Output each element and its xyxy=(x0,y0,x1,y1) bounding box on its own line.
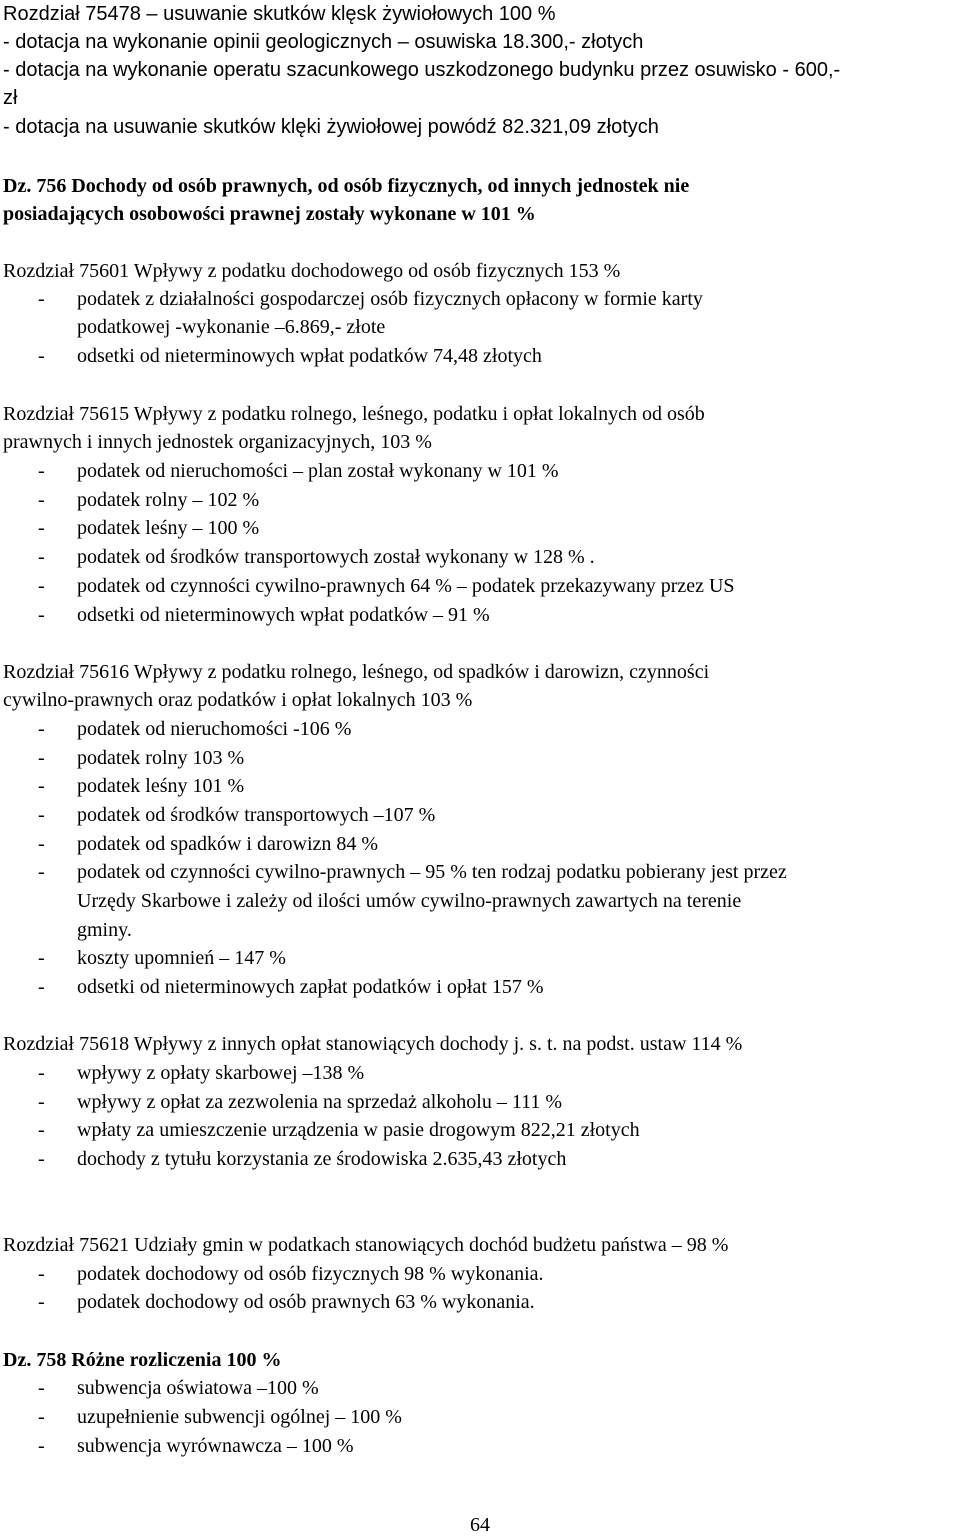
list-dash: - xyxy=(38,1091,45,1113)
list-item: uzupełnienie subwencji ogólnej – 100 % xyxy=(77,1406,402,1428)
list-item: wpłaty za umieszczenie urządzenia w pasie drogowym 822,21 złotych xyxy=(77,1119,640,1141)
list-item: podatek leśny 101 % xyxy=(77,775,245,797)
list-item: podatek rolny 103 % xyxy=(77,747,245,769)
intro-line: - dotacja na usuwanie skutków klęki żywiołowej powódź 82.321,09 złotych xyxy=(3,116,659,138)
list-dash: - xyxy=(38,460,45,482)
intro-line: zł xyxy=(3,87,18,109)
list-item: podatek od czynności cywilno-prawnych 64 % – podatek przekazywany przez US xyxy=(77,575,735,597)
section-75615-heading-line1: Rozdział 75615 Wpływy z podatku rolnego, leśnego, podatku i opłat lokalnych od osób xyxy=(3,403,705,425)
list-item: podatek dochodowy od osób fizycznych 98 % wykonania. xyxy=(77,1263,544,1285)
list-dash: - xyxy=(38,575,45,597)
list-dash: - xyxy=(38,718,45,740)
list-dash: - xyxy=(38,1435,45,1457)
list-dash: - xyxy=(38,775,45,797)
section-75618-heading: Rozdział 75618 Wpływy z innych opłat stanowiących dochody j. s. t. na podst. ustaw 114 % xyxy=(3,1033,743,1055)
list-item: dochody z tytułu korzystania ze środowiska 2.635,43 złotych xyxy=(77,1148,567,1170)
list-dash: - xyxy=(38,747,45,769)
page-number: 64 xyxy=(470,1514,490,1536)
list-dash: - xyxy=(38,345,45,367)
list-dash: - xyxy=(38,1119,45,1141)
list-item: odsetki od nieterminowych wpłat podatków – 91 % xyxy=(77,604,490,626)
list-dash: - xyxy=(38,489,45,511)
list-item: podatek od spadków i darowizn 84 % xyxy=(77,833,379,855)
section-75621-heading: Rozdział 75621 Udziały gmin w podatkach stanowiących dochód budżetu państwa – 98 % xyxy=(3,1234,729,1256)
list-item: podatek od czynności cywilno-prawnych – 95 % ten rodzaj podatku pobierany jest przez xyxy=(77,861,787,883)
list-item: podatek od nieruchomości – plan został wykonany w 101 % xyxy=(77,460,559,482)
section-75478-heading: Rozdział 75478 – usuwanie skutków klęsk żywiołowych 100 % xyxy=(3,3,556,25)
intro-line: - dotacja na wykonanie opinii geologicznych – osuwiska 18.300,- złotych xyxy=(3,31,644,53)
section-75601-heading: Rozdział 75601 Wpływy z podatku dochodowego od osób fizycznych 153 % xyxy=(3,260,621,282)
list-item-continuation: Urzędy Skarbowe i zależy od ilości umów cywilno-prawnych zawartych na terenie xyxy=(77,890,742,912)
list-dash: - xyxy=(38,1291,45,1313)
list-dash: - xyxy=(38,1377,45,1399)
list-dash: - xyxy=(38,833,45,855)
list-dash: - xyxy=(38,546,45,568)
list-item: subwencja wyrównawcza – 100 % xyxy=(77,1435,354,1457)
list-item: odsetki od nieterminowych zapłat podatków i opłat 157 % xyxy=(77,976,544,998)
section-75616-heading-line2: cywilno-prawnych oraz podatków i opłat lokalnych 103 % xyxy=(3,689,473,711)
dz756-title-line2: posiadających osobowości prawnej zostały wykonane w 101 % xyxy=(3,203,536,225)
list-item: podatek od środków transportowych został wykonany w 128 % . xyxy=(77,546,595,568)
list-item: podatek leśny – 100 % xyxy=(77,517,260,539)
list-dash: - xyxy=(38,288,45,310)
section-75615-heading-line2: prawnych i innych jednostek organizacyjnych, 103 % xyxy=(3,431,432,453)
list-item: podatek rolny – 102 % xyxy=(77,489,260,511)
list-item: podatek dochodowy od osób prawnych 63 % wykonania. xyxy=(77,1291,535,1313)
list-dash: - xyxy=(38,1062,45,1084)
list-item: wpływy z opłaty skarbowej –138 % xyxy=(77,1062,365,1084)
dz756-title-line1: Dz. 756 Dochody od osób prawnych, od osób fizycznych, od innych jednostek nie xyxy=(3,175,690,197)
list-dash: - xyxy=(38,976,45,998)
list-dash: - xyxy=(38,1263,45,1285)
list-dash: - xyxy=(38,1148,45,1170)
dz758-title: Dz. 758 Różne rozliczenia 100 % xyxy=(3,1349,282,1371)
list-dash: - xyxy=(38,1406,45,1428)
list-item: podatek od środków transportowych –107 % xyxy=(77,804,436,826)
list-item: podatek od nieruchomości -106 % xyxy=(77,718,352,740)
list-item-continuation: gminy. xyxy=(77,919,132,941)
list-dash: - xyxy=(38,861,45,883)
section-75616-heading-line1: Rozdział 75616 Wpływy z podatku rolnego, leśnego, od spadków i darowizn, czynności xyxy=(3,661,710,683)
list-dash: - xyxy=(38,517,45,539)
list-dash: - xyxy=(38,604,45,626)
list-item: odsetki od nieterminowych wpłat podatków 74,48 złotych xyxy=(77,345,542,367)
intro-line: - dotacja na wykonanie operatu szacunkowego uszkodzonego budynku przez osuwisko - 600,- xyxy=(3,59,841,81)
list-dash: - xyxy=(38,804,45,826)
list-item: koszty upomnień – 147 % xyxy=(77,947,286,969)
list-item: subwencja oświatowa –100 % xyxy=(77,1377,319,1399)
list-item: podatek z działalności gospodarczej osób fizycznych opłacony w formie karty xyxy=(77,288,703,310)
list-item-continuation: podatkowej -wykonanie –6.869,- złote xyxy=(77,316,386,338)
list-dash: - xyxy=(38,947,45,969)
list-item: wpływy z opłat za zezwolenia na sprzedaż alkoholu – 111 % xyxy=(77,1091,562,1113)
